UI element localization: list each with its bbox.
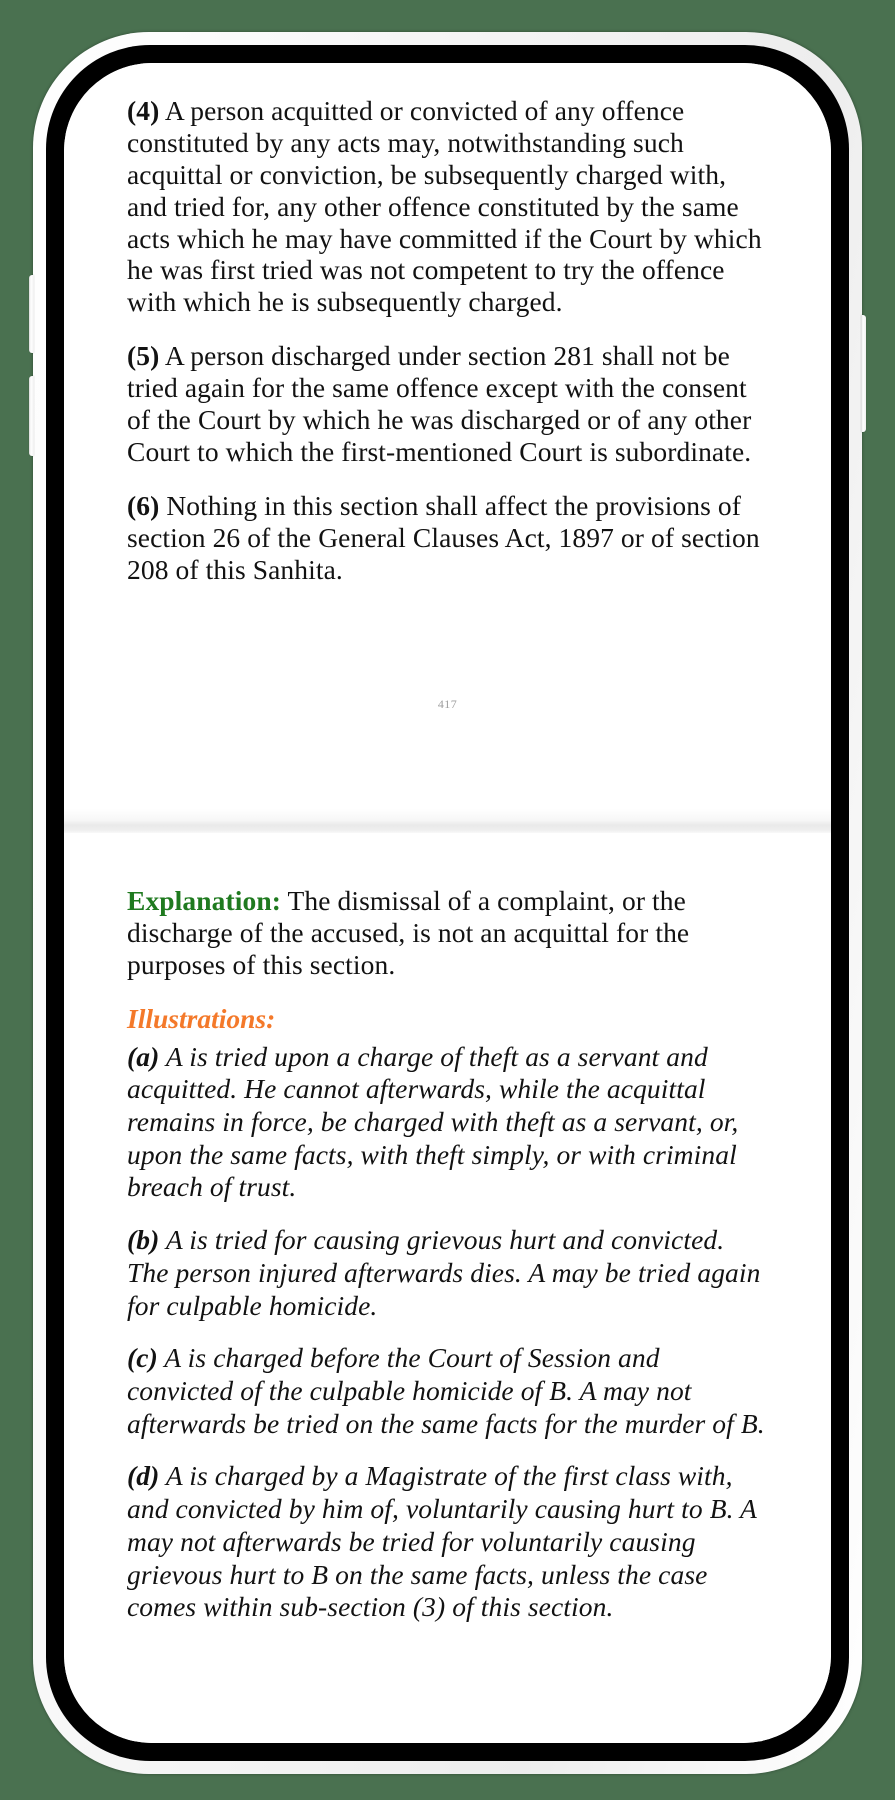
page-number: 417: [437, 697, 458, 711]
page-separator: [64, 809, 831, 835]
paragraph-4-text: A person acquitted or convicted of any offence constituted by any acts may, notwithstanding such acquittal or conviction, be subsequently charged with, and tried for, any other offence constituted by the same acts which he may have committed if the Court by which he was first tried was not competent to try the offence with which he is subsequently charged.: [127, 95, 762, 318]
phone-device: [33, 32, 862, 1774]
illustration-b-label: (b): [127, 1224, 160, 1256]
illustration-c: [127, 1342, 768, 1440]
illustration-b-text: A is tried for causing grievous hurt and convicted. The person injured afterwards dies. A may be tried again for culpable homicide.: [127, 1224, 761, 1321]
illustration-a-label: (a): [127, 1040, 160, 1072]
paragraph-6: [127, 490, 768, 586]
illustrations-heading: Illustrations:: [127, 1002, 276, 1034]
illustration-c-text: A is charged before the Court of Session and convicted of the culpable homicide of B. A may not afterwards be tried on the same facts for the murder of B.: [127, 1342, 765, 1439]
paragraph-5: [127, 340, 768, 468]
power-button[interactable]: [861, 315, 866, 432]
paragraph-6-number: (6): [127, 489, 160, 521]
illustration-d-label: (d): [127, 1460, 160, 1492]
volume-down-button[interactable]: [29, 376, 34, 456]
document-page-two[interactable]: [64, 833, 831, 1743]
explanation-text: The dismissal of a complaint, or the discharge of the accused, is not an acquittal for the purposes of this section.: [127, 885, 690, 980]
document-page-one[interactable]: [64, 63, 831, 813]
explanation-label: Explanation:: [127, 885, 282, 916]
illustration-d: [127, 1460, 768, 1624]
volume-up-button[interactable]: [29, 275, 34, 353]
phone-screen[interactable]: [64, 63, 831, 1743]
paragraph-4: [127, 95, 768, 318]
paragraph-5-text: A person discharged under section 281 shall not be tried again for the same offence except with the consent of the Court by which he was discharged or of any other Court to which the first-mentioned Court is subordinate.: [127, 340, 752, 467]
paragraph-4-number: (4): [127, 95, 160, 126]
illustration-d-text: A is charged by a Magistrate of the first class with, and convicted by him of, voluntarily causing hurt to B. A may not afterwards be tried for voluntarily causing grievous hurt to B on the same facts, unless the case comes within sub-section (3) of this section.: [127, 1460, 757, 1623]
paragraph-6-text: Nothing in this section shall affect the provisions of section 26 of the General Clauses Act, 1897 or of section 208 of this Sanhita.: [127, 489, 760, 585]
illustration-c-label: (c): [127, 1342, 158, 1374]
phone-bezel: [46, 45, 849, 1761]
illustration-a: [127, 1041, 768, 1205]
paragraph-5-number: (5): [127, 340, 160, 372]
illustration-b: [127, 1224, 768, 1322]
illustration-a-text: A is tried upon a charge of theft as a servant and acquitted. He cannot afterwards, while the acquittal remains in force, be charged with theft as a servant, or, upon the same facts, with theft simply, or with criminal breach of trust.: [127, 1040, 739, 1203]
explanation-paragraph: [127, 885, 768, 981]
